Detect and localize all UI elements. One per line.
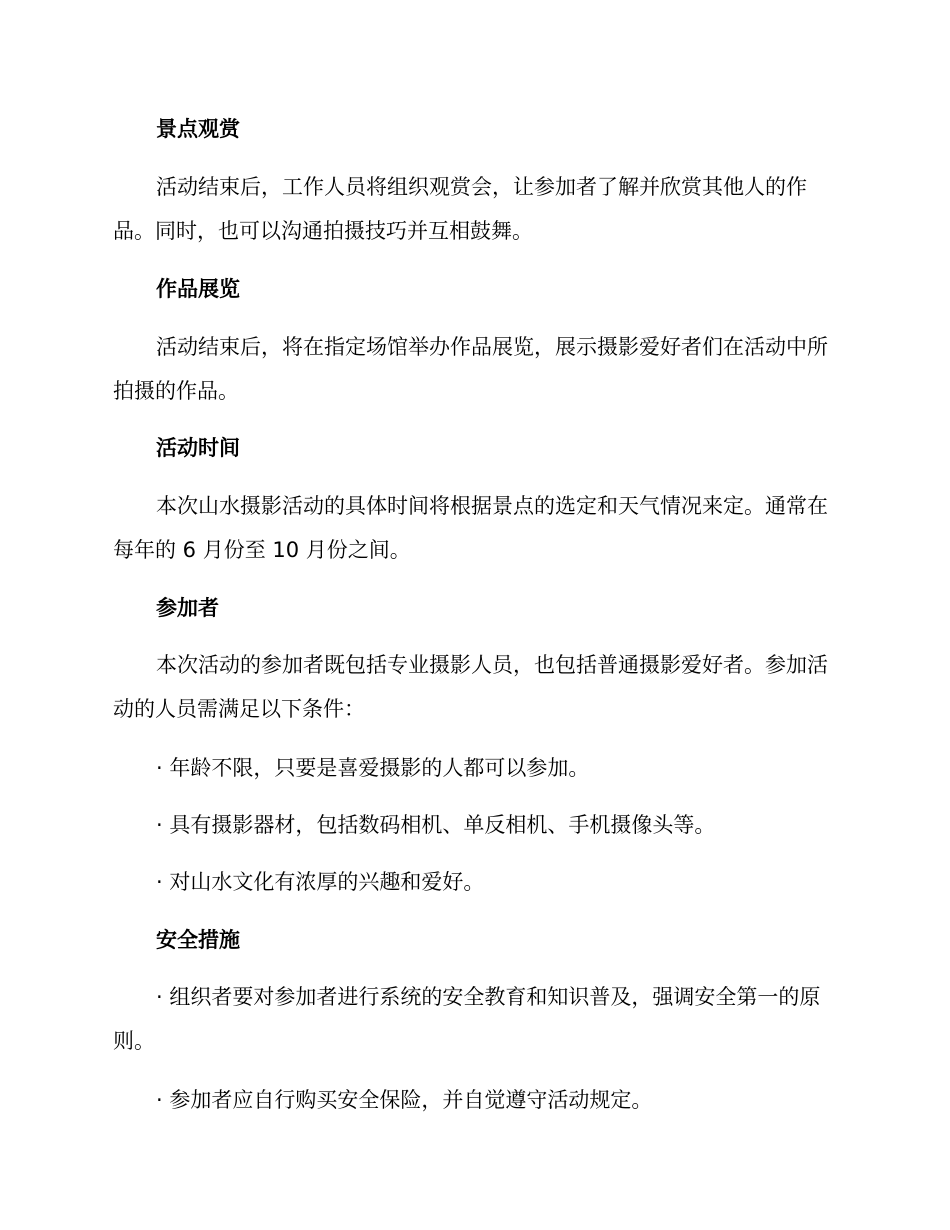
- bullet-item: · 组织者要对参加者进行系统的安全教育和知识普及，强调安全第一的原则。: [113, 985, 821, 1053]
- paragraph-scenic-viewing: 活动结束后，工作人员将组织观赏会，让参加者了解并欣赏其他人的作品。同时，也可以沟通拍摄技巧并互相鼓舞。: [113, 175, 807, 243]
- bullet-item: · 年龄不限，只要是喜爱摄影的人都可以参加。: [156, 756, 590, 780]
- section-heading-activity-time: 活动时间: [156, 436, 240, 460]
- section-heading-participants: 参加者: [156, 596, 219, 620]
- section-heading-exhibition: 作品展览: [156, 277, 240, 301]
- paragraph-exhibition: 活动结束后，将在指定场馆举办作品展览，展示摄影爱好者们在活动中所拍摄的作品。: [113, 335, 828, 403]
- section-heading-safety: 安全措施: [156, 928, 240, 952]
- bullet-item: · 参加者应自行购买安全保险，并自觉遵守活动规定。: [156, 1088, 653, 1112]
- bullet-item: · 具有摄影器材，包括数码相机、单反相机、手机摄像头等。: [156, 813, 716, 837]
- section-heading-scenic-viewing: 景点观赏: [156, 117, 240, 141]
- paragraph-activity-time: 本次山水摄影活动的具体时间将根据景点的选定和天气情况来定。通常在每年的 6 月份至 10 月份之间。: [113, 494, 828, 562]
- paragraph-participants: 本次活动的参加者既包括专业摄影人员，也包括普通摄影爱好者。参加活动的人员需满足以下条件：: [113, 653, 828, 721]
- bullet-item: · 对山水文化有浓厚的兴趣和爱好。: [156, 870, 485, 894]
